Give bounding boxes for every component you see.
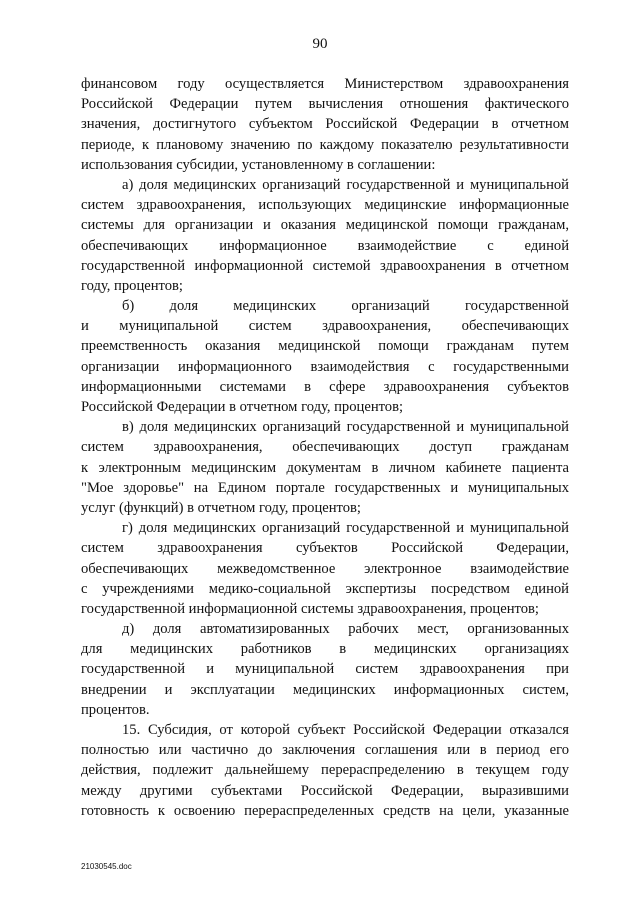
text-line: финансовом году осуществляется Министерством здравоохранения (81, 76, 569, 92)
text-line: действия, подлежит дальнейшему перераспределению в текущем году (81, 762, 569, 779)
text-line: организации информационного взаимодействия с государственными (81, 358, 569, 375)
text-line: г) доля медицинских организаций государственной и муниципальной (122, 520, 569, 537)
text-line: году, процентов; (81, 277, 183, 294)
page-number: 90 (312, 36, 328, 52)
text-line: внедрении и эксплуатации медицинских информационных систем, (81, 681, 569, 698)
text-line: и муниципальной систем здравоохранения, обеспечивающих (81, 318, 569, 335)
text-line: между другими субъектами Российской Федерации, выразившими (81, 782, 569, 799)
text-line: услуг (функций) в отчетном году, процентов; (81, 499, 361, 516)
text-line: систем здравоохранения, обеспечивающих доступ гражданам (81, 439, 569, 456)
text-line: "Мое здоровье" на Едином портале государственных и муниципальных (81, 479, 569, 496)
document-body (81, 74, 569, 821)
text-line: значения, достигнутого субъектом Российской Федерации в отчетном (81, 116, 569, 133)
text-line: Российской Федерации в отчетном году, процентов; (81, 399, 404, 415)
text-line: с учреждениями медико-социальной экспертизы посредством единой (81, 580, 569, 597)
text-line: б) доля медицинских организаций государственной (122, 298, 569, 315)
text-line: обеспечивающих информационное взаимодействие с единой (81, 237, 569, 254)
text-line: 15. Субсидия, от которой субъект Российской Федерации отказался (122, 722, 569, 738)
text-line: Российской Федерации путем вычисления отношения фактического (81, 96, 569, 113)
text-line: обеспечивающих межведомственное электронное взаимодействие (81, 560, 569, 577)
text-line: государственной и муниципальной систем здравоохранения при (81, 661, 569, 678)
text-line: в) доля медицинских организаций государственной и муниципальной (122, 419, 569, 436)
text-line: системы для организации и оказания медицинской помощи гражданам, (81, 217, 569, 234)
text-line: информационными системами в сфере здравоохранения субъектов (81, 378, 569, 395)
text-line: к электронным медицинским документам в личном кабинете пациента (81, 459, 569, 476)
text-line: д) доля автоматизированных рабочих мест, организованных (122, 621, 569, 638)
text-line: систем здравоохранения субъектов Российской Федерации, (81, 540, 569, 557)
text-line: использования субсидии, установленному в соглашении: (81, 156, 436, 173)
document-file-code: 21030545.doc (81, 862, 132, 871)
text-line: государственной информационной системы здравоохранения, процентов; (81, 600, 539, 617)
text-line: процентов. (81, 701, 150, 718)
text-line: а) доля медицинских организаций государственной и муниципальной (122, 176, 569, 193)
text-line: периоде, к плановому значению по каждому показателю результативности (81, 136, 569, 153)
text-line: готовность к освоению перераспределенных средств на цели, указанные (81, 802, 569, 819)
text-line: для медицинских работников в медицинских организациях (81, 641, 569, 658)
text-line: государственной информационной системой здравоохранения в отчетном (81, 257, 569, 274)
text-line: полностью или частично до заключения соглашения или в период его (81, 742, 569, 759)
text-line: систем здравоохранения, использующих медицинские информационные (81, 197, 569, 214)
text-line: преемственность оказания медицинской помощи гражданам путем (81, 338, 569, 355)
